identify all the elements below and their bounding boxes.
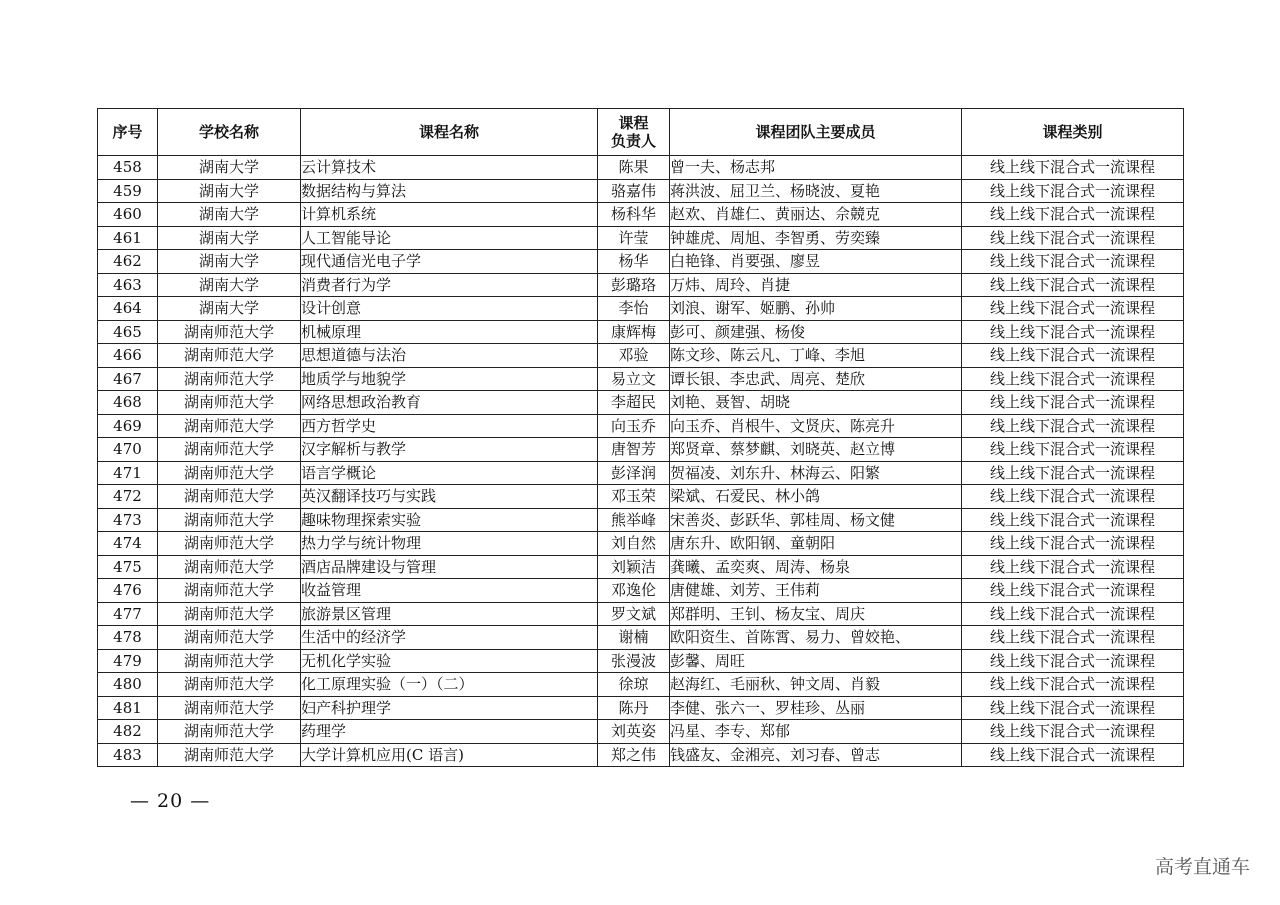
- cell-team: 赵海红、毛丽秋、钟文周、肖毅: [670, 673, 962, 697]
- cell-course: 云计算技术: [301, 156, 598, 180]
- cell-school: 湖南大学: [158, 226, 301, 250]
- cell-index: 462: [98, 250, 158, 274]
- cell-team: 彭可、颜建强、杨俊: [670, 320, 962, 344]
- cell-team: 郑贤章、蔡梦麒、刘晓英、赵立博: [670, 438, 962, 462]
- cell-leader: 陈丹: [598, 696, 670, 720]
- table-row: [98, 555, 1184, 579]
- cell-school: 湖南大学: [158, 250, 301, 274]
- cell-team: 钟雄虎、周旭、李智勇、劳奕臻: [670, 226, 962, 250]
- cell-index: 464: [98, 297, 158, 321]
- table-row: [98, 203, 1184, 227]
- cell-school: 湖南师范大学: [158, 391, 301, 415]
- cell-category: 线上线下混合式一流课程: [962, 673, 1184, 697]
- cell-school: 湖南大学: [158, 156, 301, 180]
- table-row: [98, 344, 1184, 368]
- cell-school: 湖南师范大学: [158, 602, 301, 626]
- cell-category: 线上线下混合式一流课程: [962, 508, 1184, 532]
- header-team: 课程团队主要成员: [670, 109, 962, 156]
- table-row: [98, 461, 1184, 485]
- cell-school: 湖南师范大学: [158, 438, 301, 462]
- page-number: — 20 —: [130, 790, 211, 812]
- cell-leader: 谢楠: [598, 626, 670, 650]
- cell-leader: 邓玉荣: [598, 485, 670, 509]
- cell-leader: 易立文: [598, 367, 670, 391]
- cell-index: 463: [98, 273, 158, 297]
- cell-course: 无机化学实验: [301, 649, 598, 673]
- cell-course: 药理学: [301, 720, 598, 744]
- cell-school: 湖南师范大学: [158, 626, 301, 650]
- header-category: 课程类别: [962, 109, 1184, 156]
- cell-index: 469: [98, 414, 158, 438]
- cell-course: 妇产科护理学: [301, 696, 598, 720]
- cell-team: 谭长银、李忠武、周亮、楚欣: [670, 367, 962, 391]
- cell-team: 赵欢、肖雄仁、黄丽达、佘競克: [670, 203, 962, 227]
- cell-leader: 熊举峰: [598, 508, 670, 532]
- cell-team: 郑群明、王钊、杨友宝、周庆: [670, 602, 962, 626]
- cell-course: 人工智能导论: [301, 226, 598, 250]
- cell-index: 465: [98, 320, 158, 344]
- table-row: [98, 367, 1184, 391]
- cell-index: 483: [98, 743, 158, 767]
- table-row: [98, 485, 1184, 509]
- cell-category: 线上线下混合式一流课程: [962, 579, 1184, 603]
- cell-index: 475: [98, 555, 158, 579]
- cell-school: 湖南师范大学: [158, 579, 301, 603]
- cell-course: 收益管理: [301, 579, 598, 603]
- table-row: [98, 508, 1184, 532]
- cell-index: 461: [98, 226, 158, 250]
- table-row: [98, 297, 1184, 321]
- cell-category: 线上线下混合式一流课程: [962, 438, 1184, 462]
- cell-course: 机械原理: [301, 320, 598, 344]
- header-index: 序号: [98, 109, 158, 156]
- cell-category: 线上线下混合式一流课程: [962, 297, 1184, 321]
- cell-category: 线上线下混合式一流课程: [962, 179, 1184, 203]
- table-row: [98, 626, 1184, 650]
- cell-course: 数据结构与算法: [301, 179, 598, 203]
- cell-category: 线上线下混合式一流课程: [962, 344, 1184, 368]
- cell-category: 线上线下混合式一流课程: [962, 391, 1184, 415]
- cell-index: 466: [98, 344, 158, 368]
- cell-course: 消费者行为学: [301, 273, 598, 297]
- cell-leader: 陈果: [598, 156, 670, 180]
- header-school: 学校名称: [158, 109, 301, 156]
- cell-school: 湖南师范大学: [158, 720, 301, 744]
- cell-school: 湖南师范大学: [158, 696, 301, 720]
- cell-school: 湖南师范大学: [158, 485, 301, 509]
- cell-index: 480: [98, 673, 158, 697]
- cell-leader: 康辉梅: [598, 320, 670, 344]
- table-row: [98, 532, 1184, 556]
- cell-team: 彭馨、周旺: [670, 649, 962, 673]
- cell-leader: 刘自然: [598, 532, 670, 556]
- cell-team: 万炜、周玲、肖捷: [670, 273, 962, 297]
- cell-team: 梁斌、石爱民、林小鸽: [670, 485, 962, 509]
- table-row: [98, 226, 1184, 250]
- cell-school: 湖南师范大学: [158, 673, 301, 697]
- cell-course: 热力学与统计物理: [301, 532, 598, 556]
- cell-category: 线上线下混合式一流课程: [962, 226, 1184, 250]
- cell-course: 大学计算机应用(C 语言): [301, 743, 598, 767]
- cell-index: 481: [98, 696, 158, 720]
- cell-index: 459: [98, 179, 158, 203]
- table-row: [98, 438, 1184, 462]
- cell-school: 湖南师范大学: [158, 320, 301, 344]
- cell-course: 生活中的经济学: [301, 626, 598, 650]
- cell-course: 计算机系统: [301, 203, 598, 227]
- cell-team: 刘浪、谢军、姬鹏、孙帅: [670, 297, 962, 321]
- cell-team: 唐健雄、刘芳、王伟莉: [670, 579, 962, 603]
- cell-category: 线上线下混合式一流课程: [962, 320, 1184, 344]
- cell-leader: 郑之伟: [598, 743, 670, 767]
- cell-leader: 李怡: [598, 297, 670, 321]
- cell-team: 向玉乔、肖根牛、文贤庆、陈亮升: [670, 414, 962, 438]
- cell-school: 湖南师范大学: [158, 367, 301, 391]
- table-row: [98, 250, 1184, 274]
- cell-team: 刘艳、聂智、胡晓: [670, 391, 962, 415]
- cell-team: 龚曦、孟奕爽、周涛、杨泉: [670, 555, 962, 579]
- cell-category: 线上线下混合式一流课程: [962, 602, 1184, 626]
- cell-course: 旅游景区管理: [301, 602, 598, 626]
- cell-course: 趣味物理探索实验: [301, 508, 598, 532]
- cell-school: 湖南大学: [158, 179, 301, 203]
- cell-leader: 彭泽润: [598, 461, 670, 485]
- cell-school: 湖南师范大学: [158, 414, 301, 438]
- cell-leader: 邓验: [598, 344, 670, 368]
- cell-course: 酒店品牌建设与管理: [301, 555, 598, 579]
- header-leader-line1: 课程: [618, 114, 649, 132]
- cell-index: 472: [98, 485, 158, 509]
- cell-course: 思想道德与法治: [301, 344, 598, 368]
- cell-index: 467: [98, 367, 158, 391]
- cell-leader: 杨科华: [598, 203, 670, 227]
- cell-category: 线上线下混合式一流课程: [962, 532, 1184, 556]
- table-row: [98, 156, 1184, 180]
- header-course: 课程名称: [301, 109, 598, 156]
- cell-school: 湖南师范大学: [158, 555, 301, 579]
- cell-team: 曾一夫、杨志邦: [670, 156, 962, 180]
- cell-school: 湖南师范大学: [158, 532, 301, 556]
- cell-leader: 杨华: [598, 250, 670, 274]
- cell-school: 湖南师范大学: [158, 461, 301, 485]
- cell-course: 汉字解析与教学: [301, 438, 598, 462]
- cell-leader: 刘颖洁: [598, 555, 670, 579]
- course-table: [97, 108, 1184, 767]
- cell-index: 477: [98, 602, 158, 626]
- cell-leader: 邓逸伦: [598, 579, 670, 603]
- cell-course: 化工原理实验（一）（二）: [301, 673, 598, 697]
- table-header: [98, 109, 1184, 156]
- cell-leader: 唐智芳: [598, 438, 670, 462]
- cell-index: 479: [98, 649, 158, 673]
- cell-category: 线上线下混合式一流课程: [962, 414, 1184, 438]
- cell-school: 湖南师范大学: [158, 743, 301, 767]
- cell-category: 线上线下混合式一流课程: [962, 555, 1184, 579]
- table-body: [98, 156, 1184, 767]
- table-row: [98, 273, 1184, 297]
- cell-team: 唐东升、欧阳钢、童朝阳: [670, 532, 962, 556]
- cell-leader: 向玉乔: [598, 414, 670, 438]
- cell-team: 钱盛友、金湘亮、刘习春、曾志: [670, 743, 962, 767]
- cell-team: 宋善炎、彭跃华、郭桂周、杨文健: [670, 508, 962, 532]
- cell-category: 线上线下混合式一流课程: [962, 696, 1184, 720]
- cell-course: 现代通信光电子学: [301, 250, 598, 274]
- cell-leader: 徐琼: [598, 673, 670, 697]
- table-row: [98, 720, 1184, 744]
- cell-team: 蒋洪波、屈卫兰、杨晓波、夏艳: [670, 179, 962, 203]
- table-row: [98, 696, 1184, 720]
- table-row: [98, 602, 1184, 626]
- cell-index: 468: [98, 391, 158, 415]
- cell-leader: 彭璐珞: [598, 273, 670, 297]
- cell-school: 湖南大学: [158, 273, 301, 297]
- cell-category: 线上线下混合式一流课程: [962, 273, 1184, 297]
- cell-index: 482: [98, 720, 158, 744]
- cell-school: 湖南师范大学: [158, 344, 301, 368]
- cell-leader: 许莹: [598, 226, 670, 250]
- header-leader-line2: 负责人: [610, 132, 656, 150]
- table-row: [98, 320, 1184, 344]
- cell-index: 470: [98, 438, 158, 462]
- cell-team: 陈文珍、陈云凡、丁峰、李旭: [670, 344, 962, 368]
- cell-school: 湖南大学: [158, 203, 301, 227]
- cell-category: 线上线下混合式一流课程: [962, 720, 1184, 744]
- cell-course: 设计创意: [301, 297, 598, 321]
- cell-category: 线上线下混合式一流课程: [962, 203, 1184, 227]
- cell-category: 线上线下混合式一流课程: [962, 250, 1184, 274]
- cell-course: 西方哲学史: [301, 414, 598, 438]
- cell-leader: 骆嘉伟: [598, 179, 670, 203]
- cell-leader: 李超民: [598, 391, 670, 415]
- header-leader: [598, 109, 670, 156]
- cell-course: 语言学概论: [301, 461, 598, 485]
- table-row: [98, 743, 1184, 767]
- cell-course: 网络思想政治教育: [301, 391, 598, 415]
- cell-course: 英汉翻译技巧与实践: [301, 485, 598, 509]
- cell-index: 473: [98, 508, 158, 532]
- cell-category: 线上线下混合式一流课程: [962, 156, 1184, 180]
- cell-index: 458: [98, 156, 158, 180]
- table-row: [98, 179, 1184, 203]
- cell-category: 线上线下混合式一流课程: [962, 649, 1184, 673]
- cell-index: 474: [98, 532, 158, 556]
- cell-category: 线上线下混合式一流课程: [962, 626, 1184, 650]
- cell-index: 471: [98, 461, 158, 485]
- table-row: [98, 673, 1184, 697]
- table-row: [98, 649, 1184, 673]
- cell-leader: 刘英姿: [598, 720, 670, 744]
- cell-school: 湖南师范大学: [158, 508, 301, 532]
- table-row: [98, 414, 1184, 438]
- cell-index: 460: [98, 203, 158, 227]
- cell-category: 线上线下混合式一流课程: [962, 743, 1184, 767]
- watermark-text: 高考直通车: [1154, 856, 1250, 878]
- cell-category: 线上线下混合式一流课程: [962, 367, 1184, 391]
- table-row: [98, 391, 1184, 415]
- cell-team: 李健、张六一、罗桂珍、丛丽: [670, 696, 962, 720]
- cell-course: 地质学与地貌学: [301, 367, 598, 391]
- cell-school: 湖南大学: [158, 297, 301, 321]
- cell-category: 线上线下混合式一流课程: [962, 485, 1184, 509]
- cell-leader: 张漫波: [598, 649, 670, 673]
- cell-team: 白艳锋、肖要强、廖昱: [670, 250, 962, 274]
- cell-leader: 罗文斌: [598, 602, 670, 626]
- cell-team: 冯星、李专、郑郁: [670, 720, 962, 744]
- cell-team: 贺福凌、刘东升、林海云、阳繁: [670, 461, 962, 485]
- cell-index: 478: [98, 626, 158, 650]
- cell-index: 476: [98, 579, 158, 603]
- table-row: [98, 579, 1184, 603]
- cell-school: 湖南师范大学: [158, 649, 301, 673]
- cell-category: 线上线下混合式一流课程: [962, 461, 1184, 485]
- cell-team: 欧阳资生、首陈霄、易力、曾姣艳、: [670, 626, 962, 650]
